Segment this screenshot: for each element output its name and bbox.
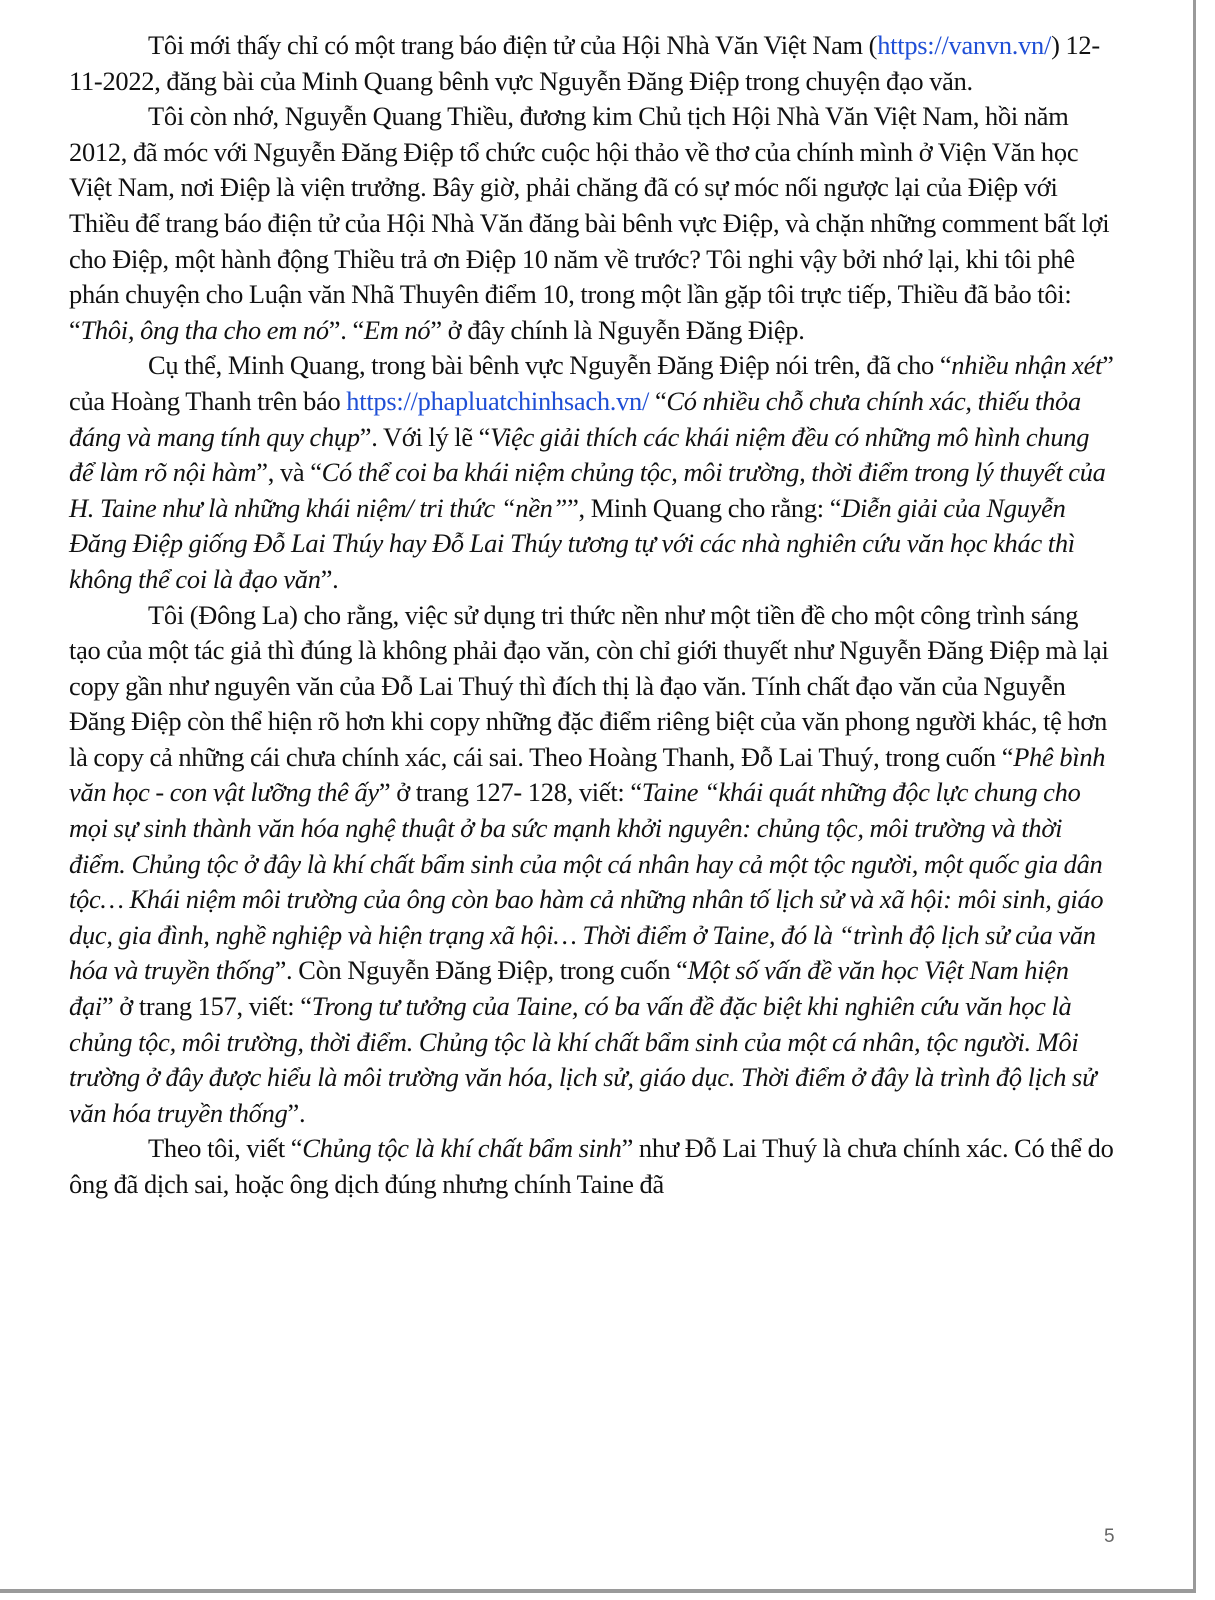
paragraph-2-quote-thoi-ong-tha: Thôi, ông tha cho em nó bbox=[80, 314, 329, 345]
paragraph-5-segment-3: ” như Đỗ Lai Thuý là chưa chính xác. Có thể do ông đã dịch sai, hoặc ông dịch đúng nhưng chính Taine đã bbox=[69, 1133, 1114, 1199]
paragraph-2-segment-3: ”. “ bbox=[328, 314, 364, 345]
paragraph-3-quote-co-nhieu-cho: Có nhiều chỗ chưa chính xác, thiếu thỏa đáng và mang tính quy chụp bbox=[69, 385, 1081, 452]
paragraph-4 bbox=[69, 598, 1114, 1132]
paragraph-3-segment-5: “ bbox=[649, 385, 667, 416]
paragraph-1 bbox=[69, 28, 1114, 99]
paragraph-3-quote-viec-giai-thich: Việc giải thích các khái niệm đều có những mô hình chung để làm rõ nội hàm bbox=[69, 421, 1090, 488]
paragraph-3-segment-11: ”, Minh Quang cho rằng: “ bbox=[567, 492, 842, 523]
paragraph-3-quote-dien-giai: Diễn giải của Nguyễn Đăng Điệp giống Đỗ Lai Thúy hay Đỗ Lai Thúy tương tự với các nhà nghiên cứu văn học khác thì không thể coi là đạo văn bbox=[69, 492, 1075, 594]
paragraph-4-segment-5: ”. Còn Nguyễn Đăng Điệp, trong cuốn “ bbox=[274, 955, 688, 986]
paragraph-3-segment-3: ” của Hoàng Thanh trên báo bbox=[69, 350, 1114, 416]
paragraph-3-segment-7: ”. Với lý lẽ “ bbox=[359, 421, 491, 452]
vanvn-link[interactable]: https://vanvn.vn/ bbox=[877, 30, 1052, 60]
paragraph-5 bbox=[69, 1131, 1114, 1202]
paragraph-2-quote-em-no: Em nó bbox=[363, 314, 431, 345]
paragraph-3-segment-13: ”. bbox=[320, 563, 339, 594]
paragraph-4-segment-3: ” ở trang 127- 128, viết: “ bbox=[378, 777, 642, 808]
paragraph-2-segment-5: ” ở đây chính là Nguyễn Đăng Điệp. bbox=[430, 314, 805, 345]
paragraph-3-quote-co-the-coi: Có thể coi ba khái niệm chủng tộc, môi trường, thời điểm trong lý thuyết của H. Taine như là những khái niệm/ tri thức “nền” bbox=[69, 457, 1106, 523]
page-number: 5 bbox=[1104, 1526, 1115, 1547]
paragraph-5-segment-1: Theo tôi, viết “ bbox=[148, 1133, 303, 1164]
paragraph-4-quote-trong-tu-tuong: Trong tư tưởng của Taine, có ba vấn đề đặc biệt khi nghiên cứu văn học là chủng tộc, môi trường, thời điểm. Chủng tộc là khí chất bẩm sinh của một cá nhân, tộc người. Môi trường ở đây được hiểu là môi trường văn hóa, lịch sử, giáo dục. Thời điểm ở đây là trình độ lịch sử văn hóa truyền thống bbox=[69, 991, 1097, 1128]
document-body bbox=[69, 28, 1114, 1203]
paragraph-4-quote-taine-khai-quat: Taine “khái quát những độc lực chung cho mọi sự sinh thành văn hóa nghệ thuật ở ba sức mạnh khởi nguyên: chủng tộc, môi trường và thời điểm. Chủng tộc ở đây là khí chất bẩm sinh của một cá nhân hay cả một tộc người, một quốc gia dân tộc… Khái niệm môi trường của ông còn bao hàm cả những nhân tố lịch sử và xã hội: môi sinh, giáo dục, gia đình, nghề nghiệp và hiện trạng xã hội… Thời điểm ở Taine, đó là “trình độ lịch sử của văn hóa và truyền thống bbox=[69, 777, 1104, 986]
paragraph-3-quote-nhieu-nhan-xet: nhiều nhận xét bbox=[951, 350, 1103, 381]
paragraph-3-segment-1: Cụ thể, Minh Quang, trong bài bênh vực Nguyễn Đăng Điệp nói trên, đã cho “ bbox=[148, 350, 952, 381]
paragraph-3-segment-9: ”, và “ bbox=[256, 457, 322, 488]
paragraph-4-segment-1: Tôi (Đông La) cho rằng, việc sử dụng tri thức nền như một tiền đề cho một công trình sáng tạo của một tác giả thì đúng là không phải đạo văn, còn chỉ giới thuyết như Nguyễn Đăng Điệp mà lại copy gần như nguyên văn của Đỗ Lai Thuý thì đích thị là đạo văn. Tính chất đạo văn của Nguyễn Đăng Điệp còn thể hiện rõ hơn khi copy những đặc điểm riêng biệt của văn phong người khác, tệ hơn là copy cả những cái chưa chính xác, cái sai. Theo Hoàng Thanh, Đỗ Lai Thuý, trong cuốn “ bbox=[69, 599, 1109, 772]
paragraph-1-segment-3: ) 12-11-2022, đăng bài của Minh Quang bênh vực Nguyễn Đăng Điệp trong chuyện đạo văn. bbox=[69, 30, 1100, 96]
paragraph-1-segment-1: Tôi mới thấy chỉ có một trang báo điện tử của Hội Nhà Văn Việt Nam ( bbox=[148, 30, 878, 60]
paragraph-2 bbox=[69, 99, 1114, 348]
paragraph-3 bbox=[69, 348, 1114, 597]
paragraph-4-segment-9: ”. bbox=[287, 1097, 306, 1128]
paragraph-5-quote-chung-toc: Chủng tộc là khí chất bẩm sinh bbox=[302, 1133, 622, 1164]
paragraph-4-book-title-mot-so-van-de: Một số vấn đề văn học Việt Nam hiện đại bbox=[69, 955, 1069, 1022]
paragraph-4-segment-7: ” ở trang 157, viết: “ bbox=[101, 991, 312, 1022]
paragraph-2-segment-1: Tôi còn nhớ, Nguyễn Quang Thiều, đương kim Chủ tịch Hội Nhà Văn Việt Nam, hồi năm 2012, đã móc với Nguyễn Đăng Điệp tổ chức cuộc hội thảo về thơ của chính mình ở Viện Văn học Việt Nam, nơi Điệp là viện trưởng. Bây giờ, phải chăng đã có sự móc nối ngược lại của Điệp với Thiều để trang báo điện tử của Hội Nhà Văn đăng bài bênh vực Điệp, và chặn những comment bất lợi cho Điệp, một hành động Thiều trả ơn Điệp 10 năm về trước? Tôi nghi vậy bởi nhớ lại, khi tôi phê phán chuyện cho Luận văn Nhã Thuyên điểm 10, trong một lần gặp tôi trực tiếp, Thiều đã bảo tôi: “ bbox=[69, 101, 1110, 345]
paragraph-4-book-title-phe-binh: Phê bình văn học - con vật lưỡng thê ấy bbox=[69, 741, 1106, 808]
phapluatchinhsach-link[interactable]: https://phapluatchinhsach.vn/ bbox=[346, 385, 650, 416]
